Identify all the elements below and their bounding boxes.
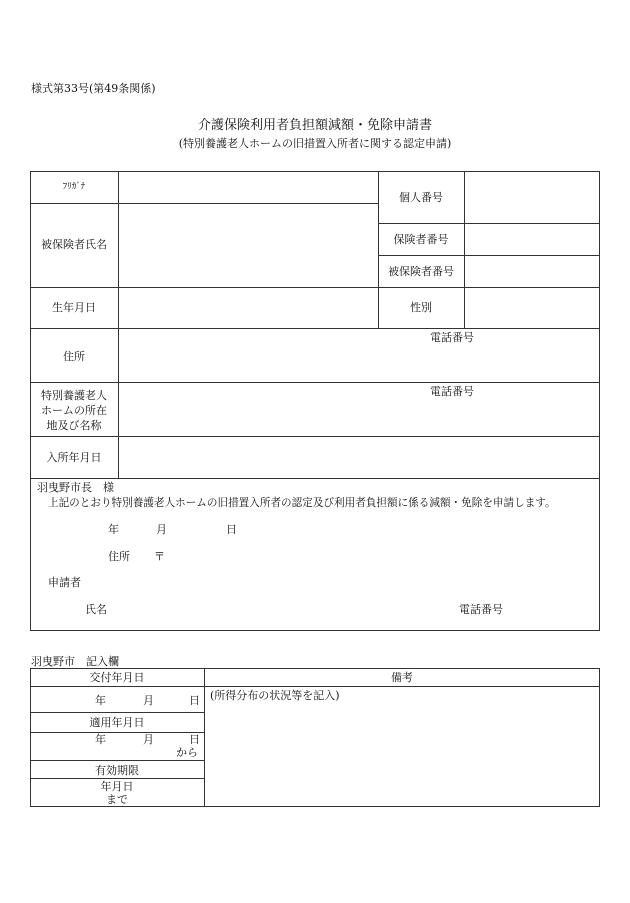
insurer-number-label: 保険者番号 [393,233,449,246]
validity-label: 有効期限 [95,764,139,777]
applicant-label: 申請者 [48,576,81,589]
personal-number-label: 個人番号 [399,191,443,204]
remarks-label: 備考 [391,671,413,684]
admission-date-field[interactable] [119,437,599,477]
gender-label: 性別 [410,301,432,314]
birthdate-field[interactable] [119,288,377,327]
insured-number-label: 被保険者番号 [388,265,454,278]
insurer-number-field[interactable] [465,224,599,254]
until-label: まで [106,793,128,806]
insured-name-field[interactable] [119,204,377,286]
validity-ymd-label: 年月日 [100,780,134,793]
remarks-note: (所得分布の状況等を記入) [210,689,340,702]
furigana-field[interactable] [119,172,377,202]
insured-number-field[interactable] [465,256,599,286]
applicant-name-field[interactable] [115,598,445,620]
applicable-day-label: 日 [189,733,200,746]
page-title: 介護保険利用者負担額減額・免除申請書 [197,118,432,133]
addressee: 羽曳野市長 様 [37,481,114,494]
form-number: 様式第33号(第49条関係) [31,82,156,95]
remarks-field[interactable] [205,704,599,806]
issue-day-label: 日 [189,694,200,707]
applicant-address-label: 住所 [108,550,130,563]
admission-date-label: 入所年月日 [46,451,102,464]
gender-field[interactable] [465,288,599,327]
postal-mark: 〒 [154,550,165,563]
declaration-day-label: 日 [226,523,237,536]
furigana-label: ﾌﾘｶﾞﾅ [62,182,86,192]
declaration-month-label: 月 [156,523,167,536]
issue-month-label: 月 [143,694,154,707]
address-field[interactable] [119,329,599,381]
applicable-month-label: 月 [143,733,154,746]
personal-number-field[interactable] [465,172,599,222]
from-label: から [176,746,198,759]
birthdate-label: 生年月日 [52,301,96,314]
applicant-name-label: 氏名 [85,603,107,616]
applicant-address-field[interactable] [168,546,588,566]
applicable-date-label: 適用年月日 [89,716,145,729]
declaration-statement: 上記のとおり特別養護老人ホームの旧措置入所者の認定及び利用者負担額に係る減額・免除を申請します。 [48,497,556,509]
applicable-year-label: 年 [95,733,106,746]
facility-phone-label: 電話番号 [430,385,474,398]
issue-date-label: 交付年月日 [89,671,145,684]
facility-label-line2: ホームの所在 [41,404,107,417]
facility-label-line1: 特別養護老人 [41,389,107,402]
facility-label-line3: 地及び名称 [46,419,102,432]
office-section-title: 羽曳野市 記入欄 [31,655,119,668]
issue-year-label: 年 [95,694,106,707]
page-subtitle: (特別養護老人ホームの旧措置入所者に関する認定申請) [178,137,452,150]
facility-field[interactable] [119,383,599,435]
insured-name-label: 被保険者氏名 [41,238,107,251]
applicant-phone-label: 電話番号 [459,603,503,616]
address-phone-label: 電話番号 [430,331,474,344]
declaration-year-label: 年 [108,523,119,536]
address-label: 住所 [63,350,85,363]
